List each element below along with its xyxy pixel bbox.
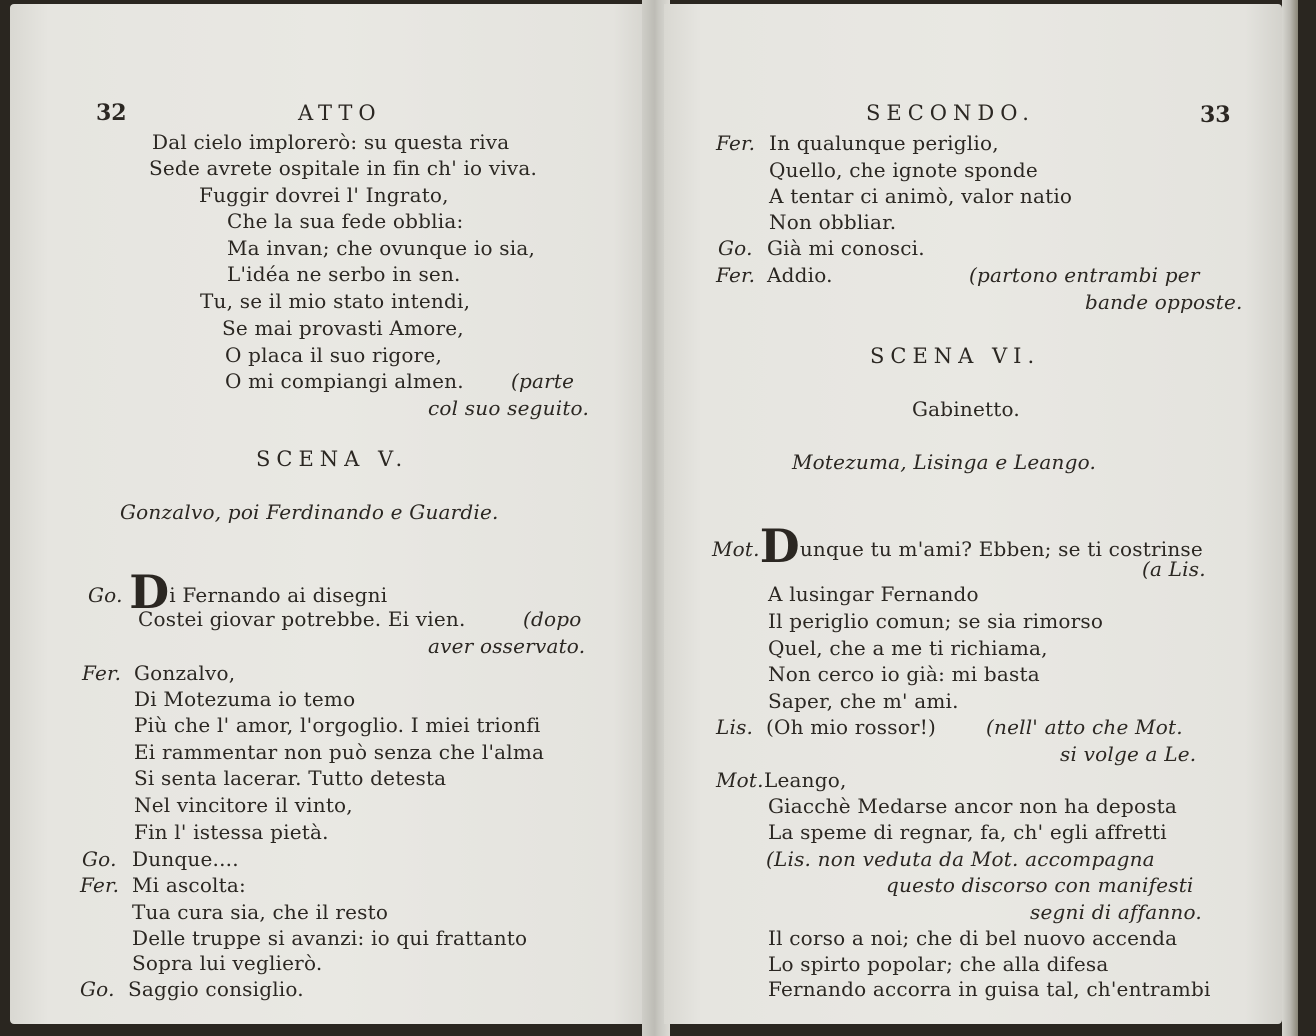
stage-direction: (Lis. non veduta da Mot. accompagna xyxy=(766,847,1155,871)
speech-line: Leango, xyxy=(764,768,847,792)
speech-line: Quello, che ignote sponde xyxy=(769,158,1038,182)
speech-line: Non obbliar. xyxy=(769,210,897,234)
speech-line: Fin l' istessa pietà. xyxy=(134,820,329,844)
page-number: 33 xyxy=(1200,102,1231,128)
right-page xyxy=(664,4,1282,1024)
speaker-label: Fer. xyxy=(82,661,122,685)
speech-line: Sopra lui veglierò. xyxy=(132,951,323,975)
speech-line: Più che l' amor, l'orgoglio. I miei trionfi xyxy=(134,713,541,737)
speech-line: In qualunque periglio, xyxy=(769,131,999,155)
stage-direction: col suo seguito. xyxy=(428,396,590,420)
speech-line: A tentar ci animò, valor natio xyxy=(769,184,1073,208)
speech-line: Giacchè Medarse ancor non ha deposta xyxy=(768,794,1178,818)
speaker-label: Go. xyxy=(718,236,753,260)
speaker-label: Go. xyxy=(82,847,117,871)
speech-line: Delle truppe si avanzi: io qui frattanto xyxy=(132,926,528,950)
running-head: ATTO xyxy=(298,101,382,125)
verse-line: O mi compiangi almen. xyxy=(225,369,464,393)
speech-line: Di Motezuma io temo xyxy=(134,687,356,711)
speech-line: Nel vincitore il vinto, xyxy=(134,793,353,817)
speech-line: Quel, che a me ti richiama, xyxy=(768,636,1048,660)
speech-line: Gonzalvo, xyxy=(134,661,236,685)
stage-direction: si volge a Le. xyxy=(1060,742,1197,766)
speech-line: Costei giovar potrebbe. Ei vien. xyxy=(138,607,466,631)
scene-setting: Gabinetto. xyxy=(912,397,1020,421)
verse-line: Dal cielo implorerò: su questa riva xyxy=(152,130,510,154)
stage-direction: questo discorso con manifesti xyxy=(886,873,1194,897)
stage-direction: (nell' atto che Mot. xyxy=(986,715,1183,739)
stage-direction: (a Lis. xyxy=(1142,557,1206,581)
page-number: 32 xyxy=(96,100,127,126)
verse-line: L'idéa ne serbo in sen. xyxy=(227,262,461,286)
speaker-label: Fer. xyxy=(716,263,756,287)
verse-line: O placa il suo rigore, xyxy=(225,343,443,367)
speech-line: Non cerco io già: mi basta xyxy=(768,662,1040,686)
drop-cap: D xyxy=(129,565,170,619)
speech-line: Lo spirto popolar; che alla difesa xyxy=(768,952,1109,976)
speech-line: Fernando accorra in guisa tal, ch'entrambi xyxy=(768,977,1211,1001)
stage-direction: bande opposte. xyxy=(1085,290,1243,314)
speech-text: unque tu m'ami? Ebben; se ti costrinse xyxy=(799,537,1203,561)
verse-line: Se mai provasti Amore, xyxy=(222,316,464,340)
speech-line: (Oh mio rossor!) xyxy=(766,715,936,739)
speech-line: Si senta lacerar. Tutto detesta xyxy=(134,766,447,790)
verse-line: Che la sua fede obblia: xyxy=(227,209,464,233)
speech-line: Tua cura sia, che il resto xyxy=(132,900,389,924)
scene-cast: Motezuma, Lisinga e Leango. xyxy=(792,450,1097,474)
scene-title: SCENA V. xyxy=(256,447,409,471)
speech-text: i Fernando ai disegni xyxy=(169,583,388,607)
drop-cap: D xyxy=(759,519,800,573)
speaker-label: Mot. xyxy=(712,537,760,561)
speaker-label: Fer. xyxy=(716,131,756,155)
page-edge xyxy=(1282,0,1298,1036)
speech-line: Dunque.... xyxy=(132,847,239,871)
speaker-label: Fer. xyxy=(80,873,120,897)
speaker-label: Lis. xyxy=(716,715,754,739)
stage-direction: (dopo xyxy=(523,607,582,631)
speech-line: Mi ascolta: xyxy=(132,873,246,897)
stage-direction: aver osservato. xyxy=(428,634,586,658)
speaker-label: Go. xyxy=(80,977,115,1001)
scene-title: SCENA VI. xyxy=(870,344,1041,368)
speech-line: Ei rammentar non può senza che l'alma xyxy=(134,740,545,764)
stage-direction: (partono entrambi per xyxy=(969,263,1200,287)
verse-line: Ma invan; che ovunque io sia, xyxy=(227,236,536,260)
speech-line: Saper, che m' ami. xyxy=(768,689,959,713)
verse-line: Sede avrete ospitale in fin ch' io viva. xyxy=(149,156,538,180)
speech-line: Già mi conosci. xyxy=(767,236,925,260)
speech-line: A lusingar Fernando xyxy=(768,582,979,606)
verse-line: Tu, se il mio stato intendi, xyxy=(200,289,471,313)
scene-cast: Gonzalvo, poi Ferdinando e Guardie. xyxy=(120,500,499,524)
speech-line: Il corso a noi; che di bel nuovo accenda xyxy=(768,926,1178,950)
speaker-label: Go. xyxy=(88,583,123,607)
speech-line: Addio. xyxy=(767,263,833,287)
verse-line: Fuggir dovrei l' Ingrato, xyxy=(199,183,449,207)
stage-direction: (parte xyxy=(511,369,575,393)
speech-line: La speme di regnar, fa, ch' egli affretti xyxy=(768,820,1167,844)
running-head: SECONDO. xyxy=(866,101,1035,125)
speaker-label: Mot. xyxy=(716,768,764,792)
speech-line: Saggio consiglio. xyxy=(128,977,304,1001)
speech-line: Il periglio comun; se sia rimorso xyxy=(768,609,1104,633)
stage-direction: segni di affanno. xyxy=(1030,900,1202,924)
left-page xyxy=(10,4,652,1024)
